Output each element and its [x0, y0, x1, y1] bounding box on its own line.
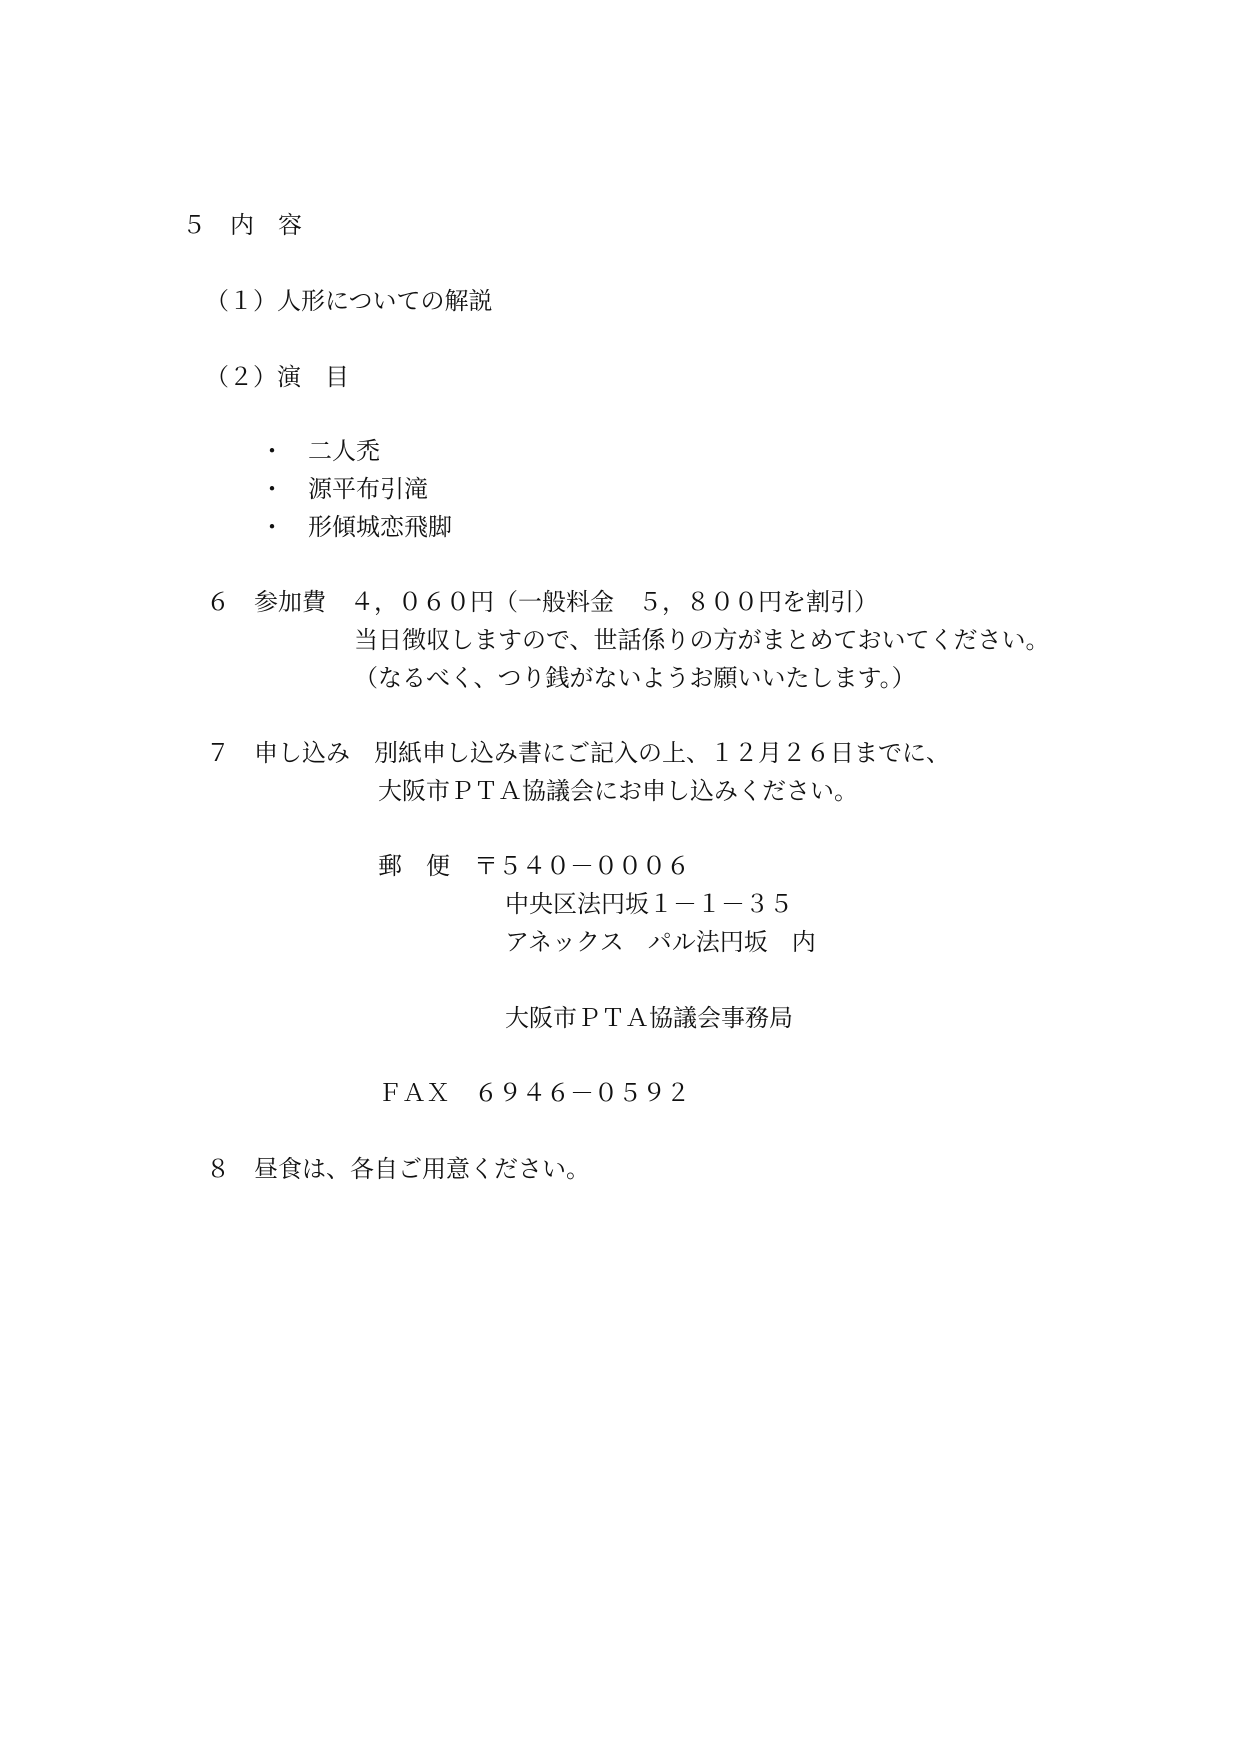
program-item: ・ 二人禿 [260, 437, 380, 465]
program-item: ・ 源平布引滝 [260, 475, 428, 503]
section-5-item-2: （２）演 目 [205, 363, 349, 391]
office-name: 大阪市ＰＴＡ協議会事務局 [505, 1004, 793, 1032]
fax-line: ＦＡＸ ６９４６－０５９２ [378, 1079, 690, 1107]
section-8-line: ８ 昼食は、各自ご用意ください。 [206, 1155, 590, 1183]
section-5-heading: ５ 内 容 [182, 211, 302, 239]
section-7-apply-line: 大阪市ＰＴＡ協議会にお申し込みください。 [378, 777, 858, 805]
section-6-note-line: （なるべく、つり銭がないようお願いいたします。） [354, 664, 916, 692]
section-6-fee-line: ６ 参加費 ４，０６０円（一般料金 ５，８００円を割引） [206, 588, 878, 616]
program-item: ・ 形傾城恋飛脚 [260, 513, 452, 541]
section-7-apply-line: ７ 申し込み 別紙申し込み書にご記入の上、１２月２６日までに、 [206, 739, 950, 767]
section-5-item-1: （１）人形についての解説 [205, 287, 493, 315]
address-line: 中央区法円坂１－１－３５ [505, 890, 793, 918]
section-6-note-line: 当日徴収しますので、世話係りの方がまとめておいてください。 [354, 626, 1050, 654]
postal-code-line: 郵 便 〒５４０－０００６ [378, 852, 690, 880]
address-line: アネックス パル法円坂 内 [505, 928, 816, 956]
